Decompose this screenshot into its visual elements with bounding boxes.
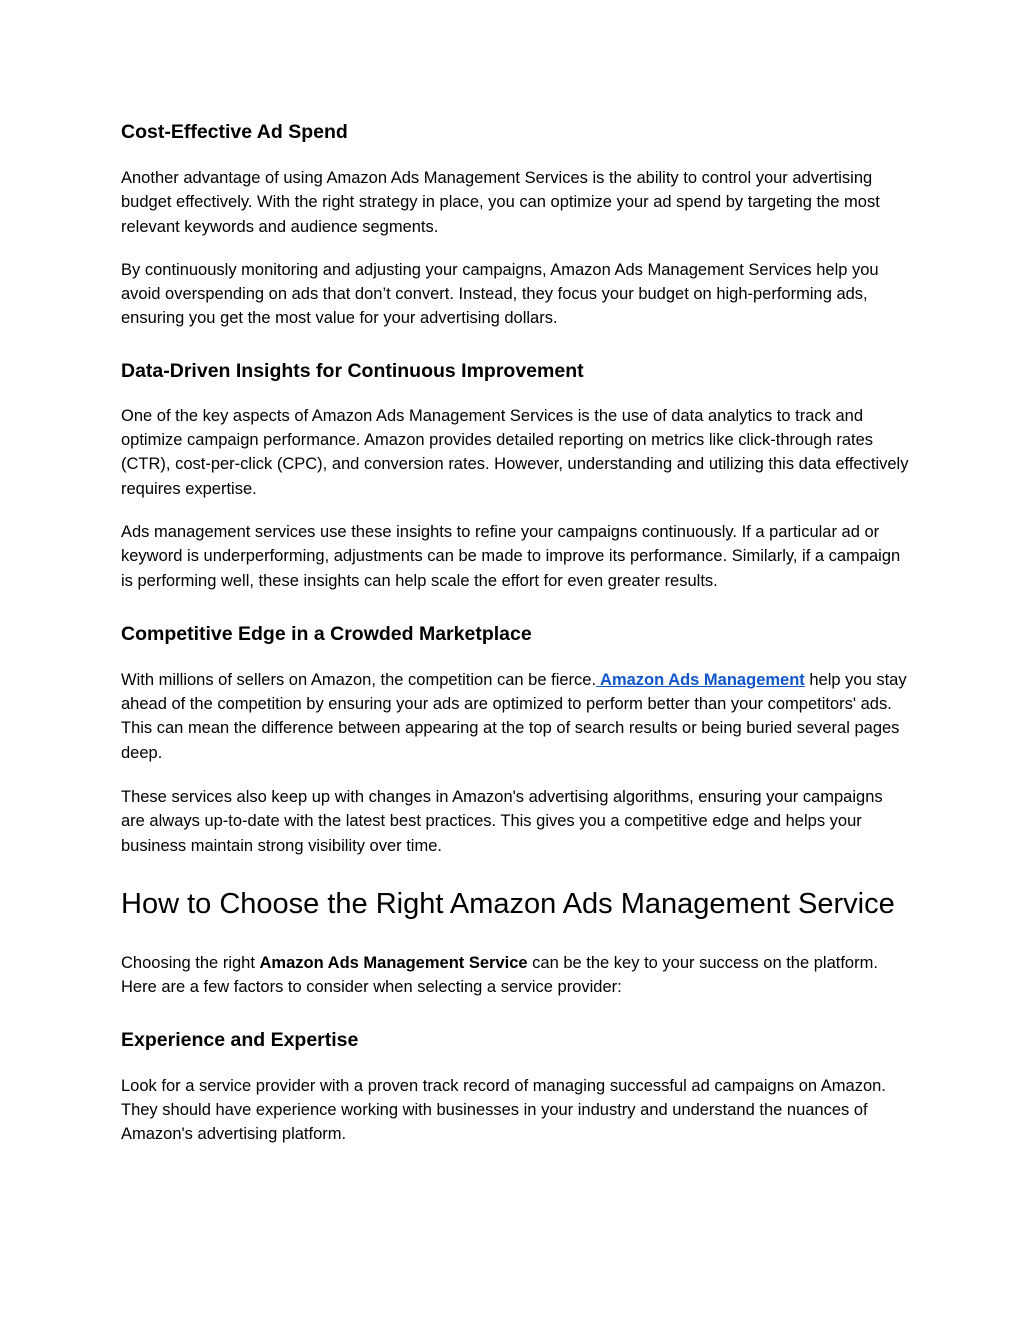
section-heading-how-to-choose: How to Choose the Right Amazon Ads Management Service <box>121 887 895 920</box>
paragraph-competitive-1 <box>121 668 911 765</box>
amazon-ads-management-link[interactable]: Amazon Ads Management <box>596 670 805 689</box>
paragraph-experience-1: Look for a service provider with a proven track record of managing successful ad campaigns on Amazon. They should have experience working with businesses in your industry and understand the nuances of Amazon's advertising platform. <box>121 1076 886 1144</box>
paragraph-data-2: Ads management services use these insights to refine your campaigns continuously. If a particular ad or keyword is underperforming, adjustments can be made to improve its performance. Similarly, if a campaign is performing well, these insights can help scale the effort for even greater results. <box>121 522 901 590</box>
paragraph-cost-2: By continuously monitoring and adjusting your campaigns, Amazon Ads Management Services help you avoid overspending on ads that don’t convert. Instead, they focus your budget on high-performing ads, ensuring you get the most value for your advertising dollars. <box>121 260 879 328</box>
paragraph-competitive-2: These services also keep up with changes in Amazon's advertising algorithms, ensuring your campaigns are always up-to-date with the latest best practices. This gives you a competitive edge and helps your business maintain strong visibility over time. <box>121 788 883 855</box>
paragraph-choose-1-start: Choosing the right <box>121 953 260 972</box>
document-page <box>121 118 911 1146</box>
bold-service-name: Amazon Ads Management Service <box>259 953 528 972</box>
paragraph-choose-1 <box>121 951 911 1000</box>
section-heading-cost-effective-ad-spend: Cost-Effective Ad Spend <box>121 121 348 143</box>
section-heading-data-driven-insights: Data-Driven Insights for Continuous Improvement <box>121 359 584 382</box>
paragraph-cost-1: Another advantage of using Amazon Ads Management Services is the ability to control your advertising budget effectively. With the right strategy in place, you can optimize your ad spend by targeting the most relevant keywords and audience segments. <box>121 169 880 236</box>
paragraph-data-1: One of the key aspects of Amazon Ads Management Services is the use of data analytics to track and optimize campaign performance. Amazon provides detailed reporting on metrics like click-through rates (CTR), cost-per-click (CPC), and conversion rates. However, understanding and utilizing this data effectively requires expertise. <box>121 406 909 498</box>
paragraph-choose-1-end: can be the key to your success on the platform. Here are a few factors to consider when selecting a service provider: <box>121 953 878 997</box>
section-heading-experience-and-expertise: Experience and Expertise <box>121 1028 359 1051</box>
paragraph-competitive-1-start: With millions of sellers on Amazon, the competition can be fierce. <box>121 670 597 689</box>
paragraph-competitive-1-end: help you stay ahead of the competition by ensuring your ads are optimized to perform better than your competitors' ads. This can mean the difference between appearing at the top of search results or being buried several pages deep. <box>121 670 907 762</box>
section-heading-competitive-edge: Competitive Edge in a Crowded Marketplace <box>121 622 532 645</box>
